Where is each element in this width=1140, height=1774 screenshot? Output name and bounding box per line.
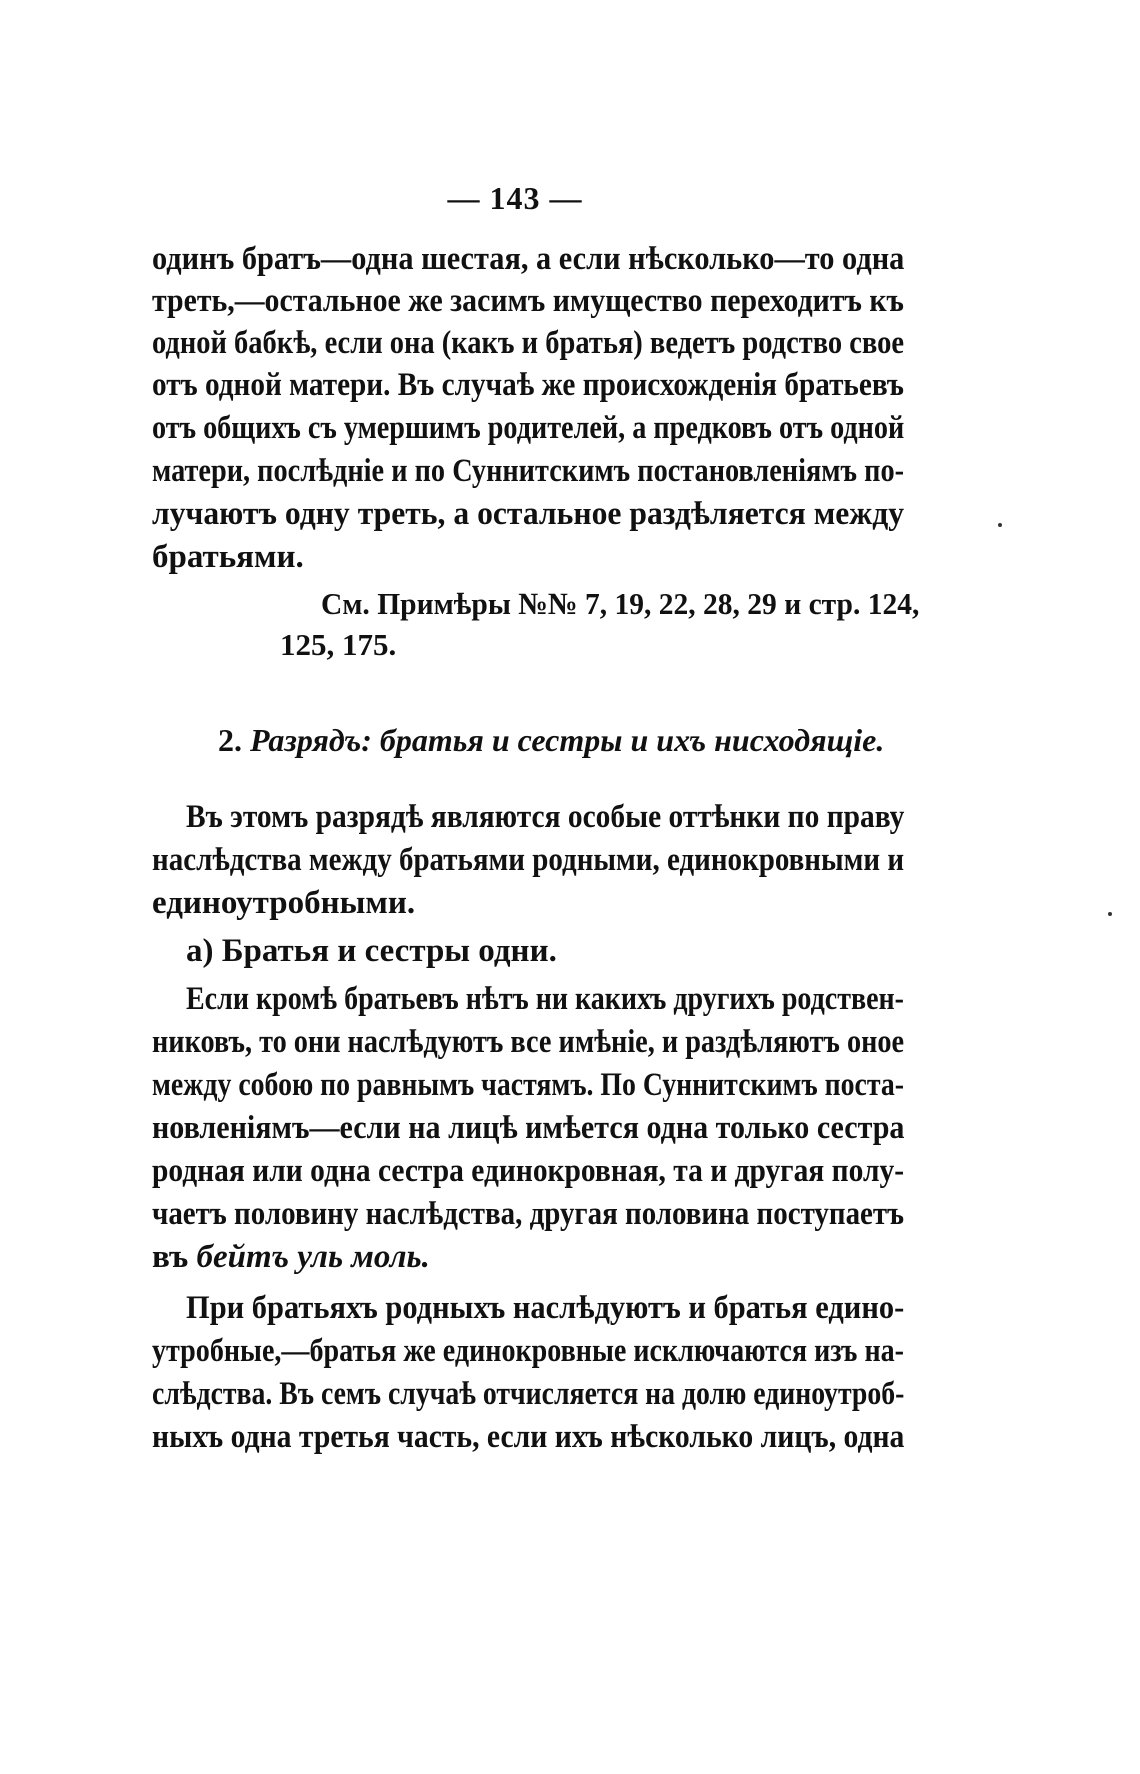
section-title: Разрядъ: братья и сестры и ихъ нисходящіе. bbox=[250, 722, 885, 758]
reference-line: См. Примѣры №№ 7, 19, 22, 28, 29 и стр. 124, bbox=[321, 586, 920, 621]
text-line: отъ одной матери. Въ случаѣ же происхожденія братьевъ bbox=[152, 367, 904, 403]
text-line: отъ общихъ съ умершимъ родителей, а предковъ отъ одной bbox=[152, 410, 905, 446]
text-line: родная или одна сестра единокровная, та и другая полу- bbox=[152, 1153, 905, 1189]
text-line: новленіямъ—если на лицѣ имѣется одна только сестра bbox=[152, 1110, 905, 1146]
reference-line: 125, 175. bbox=[280, 627, 397, 662]
subheading: а) Братья и сестры одни. bbox=[186, 933, 557, 969]
text-line: единоутробными. bbox=[152, 885, 416, 921]
text-line: наслѣдства между братьями родными, единокровными и bbox=[152, 842, 905, 878]
section-number: 2. bbox=[218, 722, 242, 758]
section-heading bbox=[218, 720, 884, 760]
text-line: Если кромѣ братьевъ нѣтъ ни какихъ другихъ родствен- bbox=[186, 981, 905, 1017]
text-line bbox=[152, 1236, 904, 1278]
text-line: утробные,—братья же единокровные исключаются изъ на- bbox=[152, 1333, 905, 1369]
italic-term: бейтъ уль моль. bbox=[196, 1239, 430, 1275]
text-line: братьями. bbox=[152, 539, 304, 575]
text-fragment: въ bbox=[152, 1239, 189, 1275]
text-line: никовъ, то они наслѣдуютъ все имѣніе, и раздѣляютъ оное bbox=[152, 1024, 905, 1060]
text-line: При братьяхъ родныхъ наслѣдуютъ и братья едино- bbox=[186, 1290, 905, 1326]
text-line: одной бабкѣ, если она (какъ и братья) ведетъ родство свое bbox=[152, 325, 905, 361]
text-line: одинъ братъ—одна шестая, а если нѣсколько—то одна bbox=[152, 241, 905, 277]
text-line: между собою по равнымъ частямъ. По Суннитскимъ поста- bbox=[152, 1067, 904, 1103]
page-number: — 143 — bbox=[447, 180, 583, 216]
text-line: матери, послѣдніе и по Суннитскимъ постановленіямъ по- bbox=[152, 453, 905, 489]
text-line: ныхъ одна третья часть, если ихъ нѣсколько лицъ, одна bbox=[152, 1419, 905, 1455]
text-line: треть,—остальное же засимъ имущество переходитъ къ bbox=[152, 283, 904, 319]
text-line: лучаютъ одну треть, а остальное раздѣляется между bbox=[152, 496, 905, 532]
scan-speck bbox=[1108, 912, 1112, 916]
text-line: чаетъ половину наслѣдства, другая половина поступаетъ bbox=[152, 1196, 905, 1232]
text-line: Въ этомъ разрядѣ являются особые оттѣнки по праву bbox=[186, 799, 905, 835]
scan-speck bbox=[998, 523, 1002, 527]
text-line: слѣдства. Въ семъ случаѣ отчисляется на долю единоутроб- bbox=[152, 1376, 905, 1412]
